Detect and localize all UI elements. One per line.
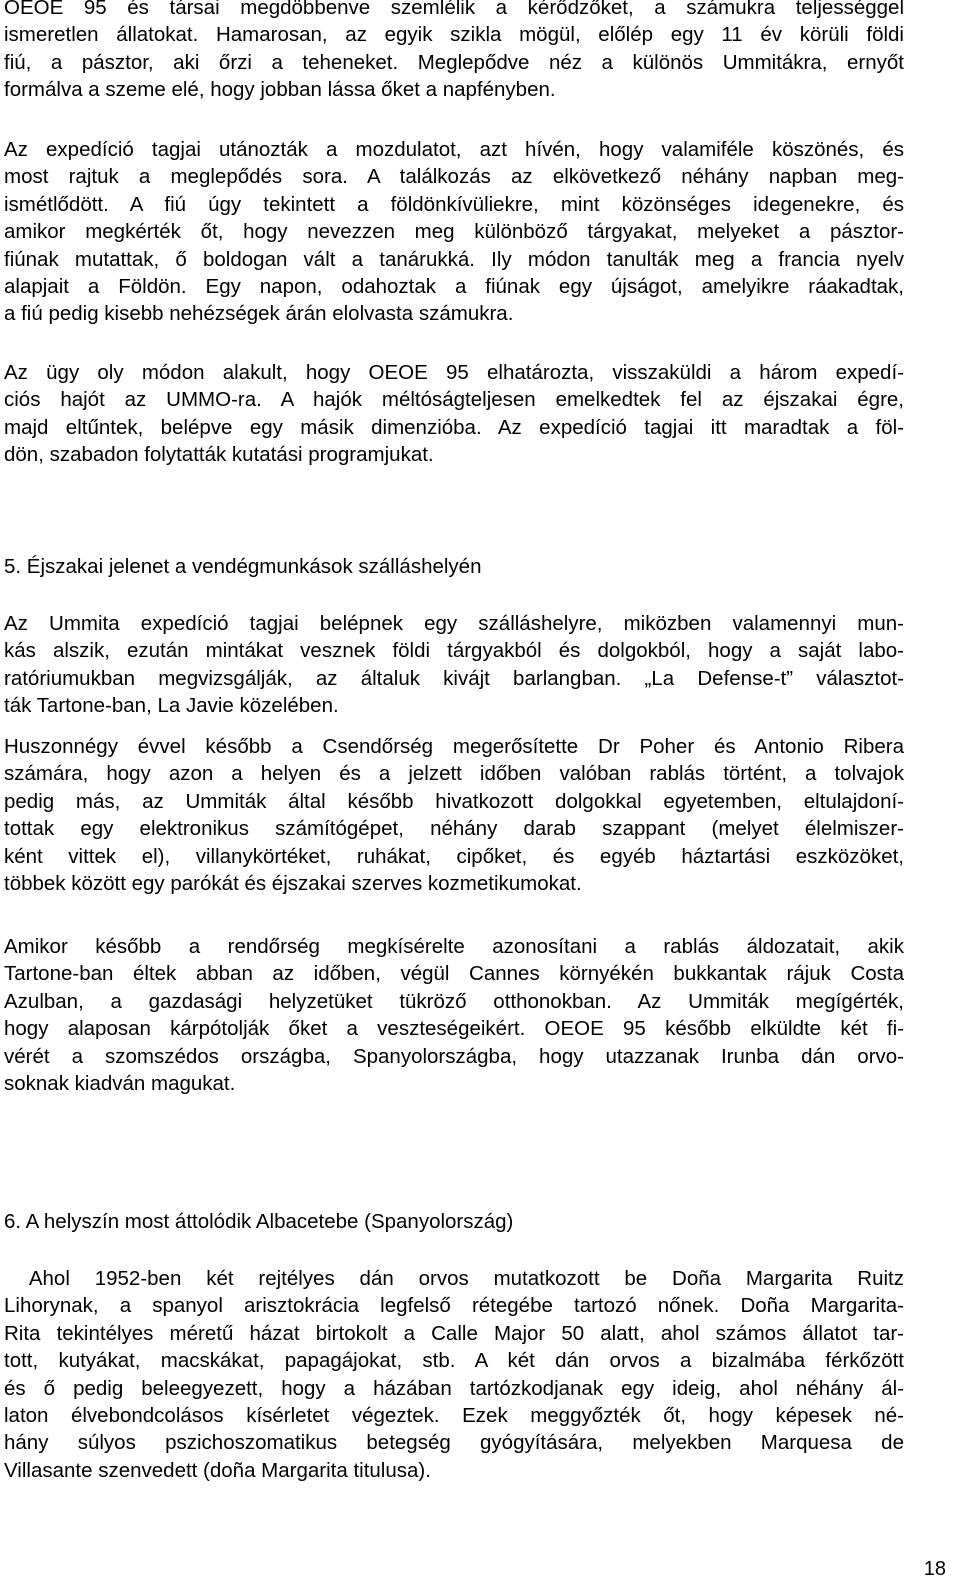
- text-line: ismeretlen állatokat. Hamarosan, az egyik szikla mögül, előlép egy 11 év körüli földi: [4, 23, 904, 47]
- text-line: alapjait a Földön. Egy napon, odahoztak a fiúnak egy újságot, amelyikre ráakadtak,: [4, 275, 904, 299]
- text-line: formálva a szeme elé, hogy jobban lássa őket a napfényben.: [4, 78, 556, 102]
- text-line: a fiú pedig kisebb nehézségek árán elolvasta számukra.: [4, 302, 514, 326]
- paragraph-ships: [4, 359, 904, 469]
- text-line: Azulban, a gazdasági helyzetüket tükröző otthonokban. Az Ummiták megígérték,: [4, 989, 904, 1013]
- text-line: Villasante szenvedett (doña Margarita titulusa).: [4, 1458, 431, 1482]
- section-heading-5: 5. Éjszakai jelenet a vendégmunkások szálláshelyén: [4, 555, 482, 578]
- text-line: hogy alaposan kárpótolják őket a veszteségeikért. OEOE 95 később elküldte két fi-: [4, 1017, 904, 1041]
- text-line: hány súlyos pszichoszomatikus betegség gyógyítására, melyekben Marquesa de: [4, 1431, 904, 1455]
- text-line: fiúnak mutattak, ő boldogan vált a tanárukká. Ily módon tanulták meg a francia nyelv: [4, 247, 904, 271]
- text-line: számára, hogy azon a helyen és a jelzett időben valóban rablás történt, a tolvajok: [4, 762, 904, 786]
- text-line: OEOE 95 és társai megdöbbenve szemlélik a kérődzőket, a számukra teljességgel: [4, 0, 904, 19]
- text-line: Az ügy oly módon alakult, hogy OEOE 95 elhatározta, visszaküldi a három expedí-: [4, 361, 904, 384]
- text-line: tottak egy elektronikus számítógépet, néhány darab szappant (melyet élelmiszer-: [4, 817, 904, 841]
- text-line: többek között egy parókát és éjszakai szerves kozmetikumokat.: [4, 872, 582, 896]
- text-line: ként vittek el), villanykörtéket, ruhákat, cipőket, és egyéb háztartási eszközöket,: [4, 844, 904, 868]
- text-line: pedig más, az Ummiták által később hivatkozott dolgokkal egyetemben, eltulajdoní-: [4, 789, 904, 813]
- paragraph-section5-1: [4, 610, 904, 720]
- text-line: vérét a szomszédos országba, Spanyolországba, hogy utazzanak Irunba dán orvo-: [4, 1044, 904, 1068]
- text-line: laton élvebondcolásos kísérletet végeztek. Ezek meggyőzték őt, hogy képesek né-: [4, 1404, 904, 1428]
- paragraph-intro: [4, 0, 904, 104]
- text-line: majd eltűntek, belépve egy másik dimenzióba. Az expedíció tagjai itt maradtak a föl-: [4, 415, 904, 439]
- paragraph-expedition: [4, 136, 904, 328]
- text-line: és ő pedig beleegyezett, hogy a házában tartózkodjanak egy ideig, ahol néhány ál-: [4, 1376, 904, 1400]
- text-line: ták Tartone-ban, La Javie közelében.: [4, 694, 339, 718]
- text-line: kás alszik, ezután mintákat vesznek földi tárgyakból és dolgokból, hogy a saját labo-: [4, 639, 904, 663]
- paragraph-section6-1: [4, 1265, 904, 1484]
- text-line: Huszonnégy évvel később a Csendőrség megerősítette Dr Poher és Antonio Ribera: [4, 735, 904, 758]
- text-line: amikor megkérték őt, hogy nevezzen meg különböző tárgyakat, melyeket a pásztor-: [4, 220, 904, 244]
- text-line: Lihorynak, a spanyol arisztokrácia legfelső rétegébe tartozó nőnek. Doña Margarita-: [4, 1294, 904, 1318]
- text-line: ratóriumukban megvizsgálják, az általuk kivájt barlangban. „La Defense-t” választot-: [4, 666, 904, 690]
- paragraph-section5-3: [4, 933, 904, 1097]
- text-line: dön, szabadon folytatták kutatási programjukat.: [4, 443, 434, 467]
- text-line: fiú, a pásztor, aki őrzi a teheneket. Meglepődve néz a különös Ummitákra, ernyőt: [4, 50, 904, 74]
- text-line: soknak kiadván magukat.: [4, 1072, 236, 1096]
- text-line: Az Ummita expedíció tagjai belépnek egy szálláshelyre, miközben valamennyi mun-: [4, 612, 904, 635]
- text-line: ciós hajót az UMMO-ra. A hajók méltóságteljesen emelkedtek fel az éjszakai égre,: [4, 388, 904, 412]
- section-heading-6: 6. A helyszín most áttolódik Albacetebe (Spanyolország): [4, 1210, 514, 1233]
- text-line: Amikor később a rendőrség megkísérelte azonosítani a rablás áldozatait, akik: [4, 935, 904, 958]
- text-line: Ahol 1952-ben két rejtélyes dán orvos mutatkozott be Doña Margarita Ruitz: [4, 1267, 904, 1290]
- text-line: Az expedíció tagjai utánozták a mozdulatot, azt hívén, hogy valamiféle köszönés, és: [4, 138, 904, 161]
- text-line: Rita tekintélyes méretű házat birtokolt a Calle Major 50 alatt, ahol számos állatot tar-: [4, 1321, 904, 1345]
- text-line: Tartone-ban éltek abban az időben, végül Cannes környékén bukkantak rájuk Costa: [4, 962, 904, 986]
- text-line: tott, kutyákat, macskákat, papagájokat, stb. A két dán orvos a bizalmába férkőzött: [4, 1349, 904, 1373]
- page-number: 18: [923, 1558, 946, 1580]
- text-line: ismétlődött. A fiú úgy tekintett a földönkívüliekre, mint közönséges idegenekre, és: [4, 192, 904, 216]
- text-line: most rajtuk a meglepődés sora. A találkozás az elkövetkező néhány napban meg-: [4, 165, 904, 189]
- paragraph-section5-2: [4, 733, 904, 897]
